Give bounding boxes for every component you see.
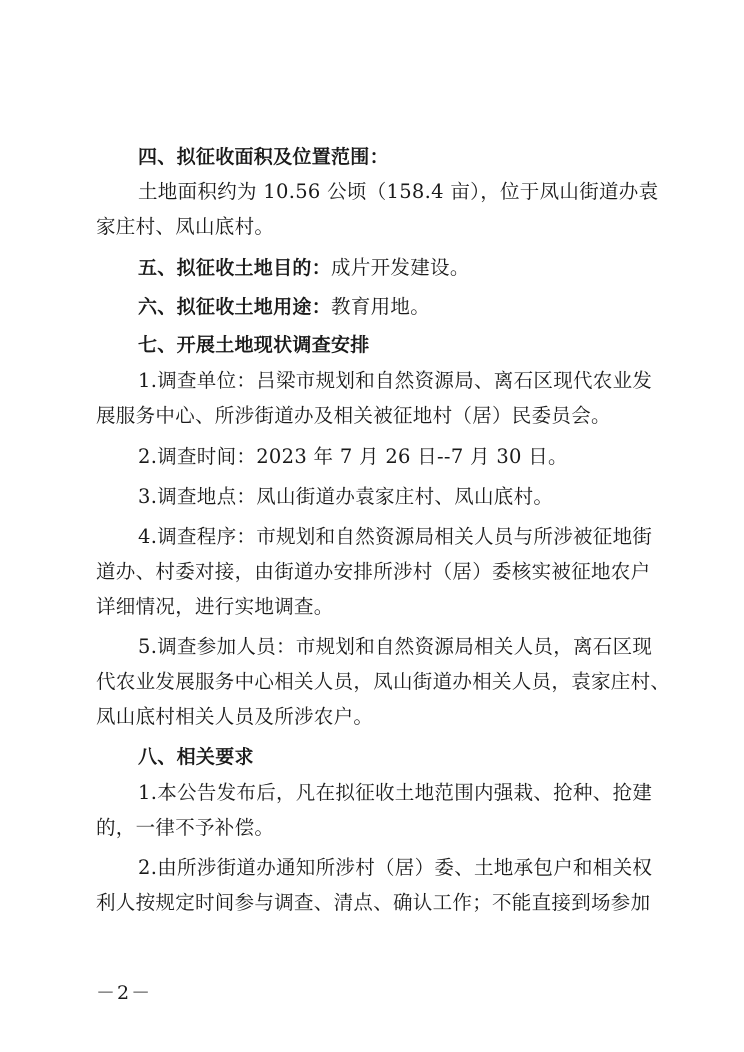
item-4-line-2: 道办、村委对接，由街道办安排所涉村（居）委核实被征地农户 bbox=[96, 560, 651, 583]
section-4-body-line-1: 土地面积约为 10.56 公顷（158.4 亩），位于凤山街道办袁 bbox=[138, 180, 659, 203]
section-6-paragraph bbox=[138, 290, 430, 324]
section-6-body: 教育用地。 bbox=[331, 295, 431, 318]
section-4-body-line-2: 家庄村、凤山底村。 bbox=[96, 215, 275, 238]
item-5-line-3: 凤山底村相关人员及所涉农户。 bbox=[96, 705, 374, 728]
item-5-line-2: 代农业发展服务中心相关人员，凤山街道办相关人员，袁家庄村、 bbox=[96, 670, 671, 693]
section-4-heading: 四、拟征收面积及位置范围： bbox=[138, 146, 389, 168]
section-5-paragraph bbox=[138, 251, 470, 285]
section-7-heading: 七、开展土地现状调查安排 bbox=[138, 334, 370, 356]
page-number: －2－ bbox=[96, 982, 153, 1004]
item-3: 3.调查地点：凤山街道办袁家庄村、凤山底村。 bbox=[138, 485, 554, 508]
section-8-heading: 八、相关要求 bbox=[138, 746, 254, 768]
section-5-heading: 五、拟征收土地目的： bbox=[138, 257, 332, 279]
requirement-1-line-1: 1.本公告发布后，凡在拟征收土地范围内强栽、抢种、抢建 bbox=[138, 781, 653, 804]
section-5-body: 成片开发建设。 bbox=[331, 256, 470, 279]
item-5-line-1: 5.调查参加人员：市规划和自然资源局相关人员，离石区现 bbox=[138, 635, 653, 658]
requirement-2-line-1: 2.由所涉街道办通知所涉村（居）委、土地承包户和相关权 bbox=[138, 856, 653, 879]
item-2: 2.调查时间：2023 年 7 月 26 日--7 月 30 日。 bbox=[138, 445, 568, 468]
requirement-2-line-2: 利人按规定时间参与调查、清点、确认工作；不能直接到场参加 bbox=[96, 891, 651, 914]
item-1-line-2: 展服务中心、所涉街道办及相关被征地村（居）民委员会。 bbox=[96, 404, 611, 427]
item-1-line-1: 1.调查单位：吕梁市规划和自然资源局、离石区现代农业发 bbox=[138, 369, 653, 392]
requirement-1-line-2: 的，一律不予补偿。 bbox=[96, 816, 275, 839]
section-6-heading: 六、拟征收土地用途： bbox=[138, 296, 332, 318]
item-4-line-1: 4.调查程序：市规划和自然资源局相关人员与所涉被征地街 bbox=[138, 525, 653, 548]
item-4-line-3: 详细情况，进行实地调查。 bbox=[96, 595, 334, 618]
